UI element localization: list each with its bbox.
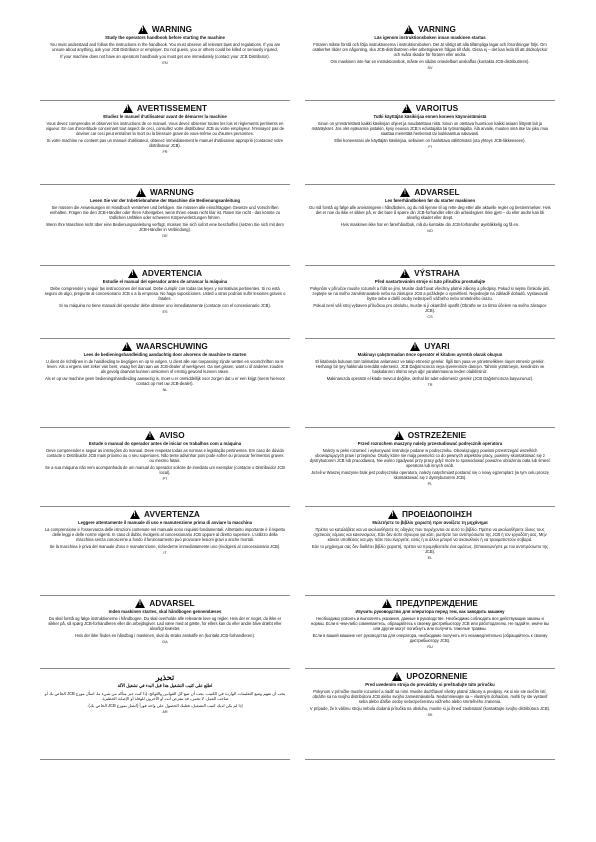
warning-header xyxy=(305,510,555,519)
warning-subtitle: Μελετήστε το βιβλίο χειριστή πριν ανοίξετε τη μηχάνημα xyxy=(372,520,488,525)
warning-paragraph: U dient de richtlijnen in de handleiding te begrijpen en op te volgen. U dient alle van toepassing zijnde wetten en voorschriften na te leven. Als u ergens niet zeker van bent, vraag het dan aan uw JCB-dealer of werkgever. Ga niet gissen, want u of anderen zouden als gevolg daarvan kunnen omkomen of ernstig gewond kunnen raken. xyxy=(46,359,284,374)
warning-triangle-icon xyxy=(388,510,398,519)
warning-block xyxy=(40,507,290,596)
language-code: TR xyxy=(427,383,433,387)
warning-header xyxy=(40,342,290,351)
warning-subtitle: Leggere attentamente il manuale di uso e manutenzione prima di avviare la macchina xyxy=(77,520,253,525)
warning-paragraph: El kitabında bulunan tüm talimatları anlamanız ve takip etmeniz gerekir. İlgili tüm yasa ve yönetmeliklere riayet etmeniz gerekir. Herhangi bir şey hakkında tereddüt ederseniz, JCB Dağıtımcınıza veya işvereninize danışın. Tahmin yürütmeyin, kendinizin ve başkalarının ölümü veya ağır yaralanmasına neden olabilirsiniz. xyxy=(315,359,545,374)
warning-block xyxy=(305,266,555,339)
warning-block xyxy=(40,428,290,507)
warning-triangle-icon xyxy=(135,599,145,608)
warning-paragraph: Pokud není váš stroj vybaven příručkou pro obsluhu, musíte si ji okamžitě opatřit (Obraťte se za tímto účelem na svého zástupce JCB). xyxy=(313,303,547,313)
warning-triangle-icon xyxy=(394,431,404,440)
language-code: DE xyxy=(162,234,168,238)
language-code: FI xyxy=(428,145,432,149)
warning-title: ADVERTENCIA xyxy=(141,269,203,278)
warning-block xyxy=(40,596,290,669)
warning-block xyxy=(40,185,290,266)
language-code: FR xyxy=(162,150,168,154)
warning-paragraph: Vous devez comprendre et observer les instructions de ce manuel. Vous devez observer toutes les lois et règlements pertinents en vigueur. En cas d'incertitude concernant tout aspect de ceci, consultez votre distributeur JCB ou votre employeur. N'essayez pas de deviner car ceci peut entraîner la mort ou la blessure grave de vous-même ou d'autres personnes. xyxy=(45,121,285,136)
warning-paragraph: Wenn Ihre Maschine nicht über eine Bedienungsanleitung verfügt, müssen Sie sich sofort eine beschaffen (setzen Sie sich mit dem JCB-Händler in Verbindung). xyxy=(46,222,284,232)
warning-block xyxy=(305,22,555,101)
warning-title: AVISO xyxy=(159,431,185,440)
warning-header xyxy=(305,599,555,608)
warning-block xyxy=(40,669,290,760)
warning-subtitle: Изучить руководство для оператора перед тем, как заводить машину xyxy=(355,609,505,614)
warning-title: VÝSTRAHA xyxy=(414,269,460,278)
warning-header xyxy=(305,104,555,113)
warning-title: VAROITUS xyxy=(415,104,459,113)
warning-subtitle: Przed rozruchem maszyny należy przestudiować podręcznik operatora xyxy=(357,441,503,446)
warning-triangle-icon xyxy=(136,188,146,197)
warning-block xyxy=(40,101,290,185)
warning-subtitle: Pred uvedením stroja do prevádzky si preštudujte túto príručku xyxy=(365,682,495,687)
warning-paragraph: Если в вашей машине нет руководства для оператора, необходимо получить его незамедлительно (обращайтесь к своему дистрибьютору JCB). xyxy=(312,633,548,643)
warning-header xyxy=(305,188,555,197)
warning-title: تحذير xyxy=(155,673,175,682)
warning-header xyxy=(40,269,290,278)
warning-triangle-icon xyxy=(382,599,392,608)
warning-triangle-icon xyxy=(145,431,155,440)
warning-paragraph: Hvis maskinen ikke har en førerhåndbok, må du kontakte din JCB-forhandler øyeblikkelig og få en. xyxy=(340,222,520,227)
warning-subtitle: Inden maskinen startes, skal håndbogen gennemlæses xyxy=(108,609,222,614)
warning-paragraph: You must understand and follow the instructions in the handbook. You must observe all relevant laws and regulations. If you are unsure about anything, ask your JCB Distributor or employer. Do not guess, you or others could be killed or seriously injured. xyxy=(49,42,281,52)
warning-paragraph: La comprensione e l'osservanza delle istruzioni contenute nel manuale sono requisiti fondamentali. Altrettanto importante è il rispetto delle leggi e delle norme vigenti. In caso di dubbi, rivolgersi al concessionario JCB oppure al diretto superiore. L'utilizzo della macchina senza conoscerne a fondo il funzionamento può provocare lesioni gravi o anche mortali. xyxy=(44,527,286,542)
warning-paragraph: Se la macchina è priva del manuale d'uso e manutenzione, richiederne immediatamente uno (rivolgersi al concessionario JCB). xyxy=(49,544,281,549)
warning-paragraph: Jeżeli w Waszej maszynie brak jest podręcznika operatora, należy natychmiast postarać się o nowy egzemplarz (w tym celu proszę skontaktować się z dystrybutorem JCB). xyxy=(311,470,549,480)
warning-block xyxy=(305,507,555,596)
language-code: NO xyxy=(427,229,433,233)
warning-title: ПРЕДУПРЕЖДЕНИЕ xyxy=(396,599,478,608)
warning-triangle-icon xyxy=(400,188,410,197)
left-column xyxy=(40,22,290,760)
right-column xyxy=(305,22,555,760)
warning-title: WARNING xyxy=(151,25,193,34)
language-code: ES xyxy=(162,310,168,314)
warning-title: ΠΡΟΕΙΔΟΠΟΙΗΣΗ xyxy=(401,510,473,519)
warning-paragraph: Se a sua máquina não vem acompanhada de um manual do operador solicite de imediato um exemplar (contacte o Distribuidor JCB local). xyxy=(44,465,286,475)
warning-block xyxy=(40,339,290,428)
warning-paragraph: Sinun on ymmärrettävä kaikki käsikirjan ohjeet ja noudatettava niitä. Sinun on otettava huomioon kaikki asiaan liittyvät lait ja määräykset. Jos olet epävarma jostakin, kysy neuvoa JCB:n edustajalta tai työnantajalta. Älä arvaile, muuten sinä itse tai joku muu saattaa menettää henkensä tai loukkaantua vakavasti. xyxy=(311,121,549,136)
warning-paragraph: Deve compreender e seguir as instruções do manual. Deve respeitar todas as normas e legislação pertinentes. Em caso de dúvida contacte o Distribuidor JCB mais próximo ou o seu superiores. Não tente adivinhar pois pode sofrer ou provocar ferimentos graves ou mesmo fatais. xyxy=(46,448,284,463)
warning-paragraph: Необходимо усвоить и выполнять указания, данные в руководстве. Необходимо соблюдать все действующие законы и нормы. Если в чем-либо сомневаетесь, обращайтесь к своему дистрибьютору JCB или работодателю. Не гадайте, иначе вы или другие могут погибнуть или получить тяжелые травмы. xyxy=(310,616,550,631)
warning-triangle-icon xyxy=(128,269,138,278)
warning-subtitle: Study the operators handbook before starting the machine xyxy=(105,35,225,40)
language-code: RU xyxy=(427,645,433,649)
warning-triangle-icon xyxy=(402,104,412,113)
warning-triangle-icon xyxy=(123,104,133,113)
warning-header xyxy=(40,599,290,608)
warning-subtitle: Makinayı çalıştırmadan önce operatör el kitabını ayrıntılı olarak okuyun xyxy=(357,352,503,357)
language-code: IT xyxy=(163,551,167,555)
warning-title: AVERTISSEMENT xyxy=(136,104,208,113)
warning-triangle-icon xyxy=(400,269,410,278)
language-code: DA xyxy=(162,640,168,644)
warning-paragraph: إذا لم يكن لديك كتيب التشغيل، فعليك الحصول على واحد فوراً (اتصل بموزع JCB الخاص بك). xyxy=(87,703,243,708)
warning-paragraph: Om maskinen inte har en instruktionsbok, måste en sådan omedelbart anskaffas (kontakta JCB-distributören). xyxy=(330,59,530,64)
warning-block xyxy=(305,185,555,266)
warning-header xyxy=(305,672,555,681)
warning-header xyxy=(40,672,290,682)
warning-header xyxy=(40,104,290,113)
warning-header xyxy=(305,431,555,440)
warning-triangle-icon xyxy=(130,510,140,519)
warning-paragraph: Si su máquina no tiene manual del operador debe obtener uno inmediatamente (contacte con el concesionario JCB). xyxy=(59,303,271,308)
warning-triangle-icon xyxy=(392,672,402,681)
warning-title: WAARSCHUWING xyxy=(136,342,208,351)
language-code: PT xyxy=(162,477,168,481)
warning-paragraph: يجب أن تفهم وتتبع التعليمات الواردة في الكتيب. يجب أن تتبع كل القوانين واللوائح. إذا كنت غير متأكد من شيء ما، اسأل موزع JCB الخاص بك أو صاحب العمل. لا تخمن، قد تتعرض أنت أو الآخرون للوفاة أو الإصابة الخطيرة. xyxy=(44,691,286,701)
language-code: PL xyxy=(427,482,433,486)
warning-paragraph: Du skal forstå og følge instruktionerne i håndbogen. Du skal overholde alle relevante love og regler. Hvis der er noget, du ikke er sikker på, så spørg JCB-forhandleren eller din arbejdsgiver. Lad være med at gætte, for ellers kan du eller andre blive dræbt eller alvorligt kvæstet. xyxy=(48,616,282,631)
warning-paragraph: Als er op uw machine geen bedieningshandleiding aanwezig is, moet u er onmiddellijk voor zorgen dat u er een krijgt (neem hiervoor contact op met uw JCB-dealer). xyxy=(44,376,286,386)
language-code: EL xyxy=(427,556,433,560)
warning-triangle-icon xyxy=(138,25,148,34)
warning-subtitle: Před nastartováním stroje si tuto příručku prostudujte xyxy=(374,279,486,284)
warning-paragraph: V prípade, že k vášmu stroju nebola dodaná príručka na obsluhu, musíte si ju ihneď zaobstarať (kontaktujte svojho distribútora JCB). xyxy=(309,706,551,711)
warning-subtitle: Lees de bedieningshandleiding aandachtig door alvorens de machine te starten xyxy=(83,352,247,357)
warning-paragraph: Pokynům v příručce musíte rozumět a řídit se jimi. Musíte dodržovat všechny platné zákony a předpisy. Pokud si nejste čímkoliv jisti, zeptejte se na svého zaměstnavatele nebo na zástupce JCB a požádejte o vysvětlení. Nejednejte na základě dohadů. Vystavovali byste sebe a další osoby nebezpečí vážného nebo smrtelného úrazu. xyxy=(310,286,550,301)
warning-paragraph: Du må forstå og følge alle anvisningene i håndboken, og du må kjenne til og rette deg etter alle aktuelle regler og bestemmelser. Hvis det er noe du ikke er sikker på, er det bare å spørre din JCB-forhandler eller din arbeidsgiver. Ikke gjett – du eller andre kan bli alvorlig skadet eller drept. xyxy=(309,205,551,220)
warning-title: UYARI xyxy=(424,342,450,351)
warning-title: UPOZORNENIE xyxy=(406,672,468,681)
warning-header xyxy=(305,25,555,34)
warning-header xyxy=(305,342,555,351)
warning-header xyxy=(40,431,290,440)
warning-subtitle: Estude o manual do operador antes de iniciar os trabalhos com a máquina xyxy=(88,441,242,446)
warning-triangle-icon xyxy=(410,342,420,351)
warning-paragraph: Debe comprender y seguir las instrucciones del manual. Debe cumplir con todas las leyes y normativas pertinentes. Si no está seguro de algo, pregunte al concesionario JCB o a la empresa. No haga suposiciones. Usted u otras podrían sufrir lesiones graves o fatales. xyxy=(44,286,286,301)
warning-title: OSTRZEŻENIE xyxy=(407,431,467,440)
warning-subtitle: Etudiez le manuel d'utilisateur avant de démarrer la machine xyxy=(103,114,227,119)
warning-paragraph: Ellei koneessasi ole käyttäjän käsikirjaa, sellainen on hankittava välittömästi (ota yhteys JCB-liikkeeseen). xyxy=(334,138,526,143)
warning-subtitle: اطلع على كتيب التشغيل هذا قبل البدء في تشغيل الآلة xyxy=(117,683,213,688)
warning-paragraph: If your machine does not have an operators handbook you must get one immediately (contact your JCB Distributor). xyxy=(60,54,270,59)
warning-block xyxy=(305,339,555,428)
warning-paragraph: Πρέπει να καταλάβετε και να ακολουθήσετε τις οδηγίες που περιέχονται σε αυτό το βιβλίο. Πρέπει να ακολουθήσετε όλους τους σχετικούς νόμους και κανονισμούς. Εάν δεν είστε σίγουροι για κάτι, ρωτήστε τον αντιπρόσωπο της JCB ή τον εργοδότη σας. Μην κάνετε υποθέσεις και μην πάτε που ενεργείτε, εσείς ή οι άλλοι μπορεί να σκοτωθούν ή να τραυματιστούν σοβαρά. xyxy=(313,527,547,542)
language-code: SV xyxy=(427,66,433,70)
warning-paragraph: Εάν το μηχάνημα σας δεν διαθέτει βιβλίο χειριστή, πρέπει να προμηθευτείτε ένα αμέσως. (Επικοινωνήστε με τον αντιπρόσωπο της JCB). xyxy=(311,544,549,554)
warning-block xyxy=(40,266,290,339)
warning-triangle-icon xyxy=(122,342,132,351)
warning-subtitle: Lesen Sie vor der Inbetriebnahme der Maschine die Bedienungsanleitung xyxy=(90,198,240,203)
warning-title: ADVARSEL xyxy=(149,599,195,608)
language-code: EN xyxy=(162,61,168,65)
language-code: AR xyxy=(162,710,168,714)
warning-triangle-icon xyxy=(404,25,414,34)
warning-header xyxy=(40,25,290,34)
warning-subtitle: Les førerhåndboken før du starter maskinen xyxy=(384,198,476,203)
warning-header xyxy=(305,269,555,278)
warning-block xyxy=(40,22,290,101)
warning-title: ADVARSEL xyxy=(414,188,460,197)
warning-subtitle: Tutki käyttäjän käsikirjaa ennen koneen käynnistämistä xyxy=(373,114,487,119)
warning-paragraph: Należy w pełni rozumieć i wykonywać instrukcje podane w podręczniku. Obowiązujący powinni przestrzegać wszelkich obowiązujących praw i przepisów. Osoby które nie mają pewności co do pewnych aspektów pracy, powinny skontaktować się z dystrybutorem JCB lub pracodawcą. Nie wolno zgadywać przy pracy gdyż może to spowodować poważne obrażenia ciała lub śmierć operatora lub innych osób. xyxy=(309,448,551,468)
warning-header xyxy=(40,188,290,197)
warning-paragraph: Si votre machine ne contient pas un manuel d'utilisateur, obtenez immédiatement le manuel d'utilisateur approprié (contactez votre distributeur JCB). xyxy=(46,138,284,148)
warning-paragraph: Föraren måste förstå och följa instruktionerna i instruktionsboken. Det är viktigt att alla tillämpliga lagar och förordningar följs. Om osäkerhet råder om någonting, ska JCB-distributören eller arbetsgivaren frågas till råds. Gissa ej – det kan leda till att dödsolyckor och svåra skador för föraren eller andra. xyxy=(312,42,548,57)
warning-block xyxy=(305,669,555,760)
warning-header xyxy=(40,510,290,519)
warning-paragraph: Sie müssen die Anweisungen im Handbuch verstehen und befolgen. Sie müssen alle einschlägigen Gesetze und Vorschriften einhalten. Fragen Sie den JCB-Händler oder Ihren Arbeitgeber, wenn Ihnen etwas nicht klar ist. Raten Sie nicht - das könnte zu tödlichen Unfällen oder schweren Körperverletzungen führen. xyxy=(49,205,281,220)
warning-paragraph: Hvis der ikke findes en håndbog i maskinen, skal du straks anskaffe en (kontakt JCB-forhandleren). xyxy=(75,633,255,638)
warning-title: AVVERTENZA xyxy=(144,510,200,519)
warning-paragraph: Makinanızda operatör el kitabı mevcut değilse, derhal bir adet edinmeniz gerekir (JCB Dağıtımcınıza başvurunuz). xyxy=(326,376,534,381)
language-code: CS xyxy=(427,315,433,319)
warning-title: VARNING xyxy=(418,25,456,34)
warning-title: WARNUNG xyxy=(150,188,194,197)
warning-paragraph: Pokynom v príručke musíte rozumieť a riadiť sa nimi. Musíte dodržiavať všetky platné zákony a predpisy. Ak si nie ste niečím istí, obráťte sa na svojho distribútora JCB alebo svojho zamestnávateľa. Nedomnievajte sa – vlastným dohadom, mohli by ste vystaviť seba alebo ďalšie osoby nebezpečenstvu vážneho alebo smrteľného zranenia. xyxy=(312,689,548,704)
warning-block xyxy=(305,101,555,185)
warning-block xyxy=(305,596,555,669)
language-code: NL xyxy=(162,388,168,392)
warning-block xyxy=(305,428,555,507)
warning-subtitle: Estudie el manual del operador antes de arrancar la máquina xyxy=(102,279,228,284)
language-code: SK xyxy=(427,713,433,717)
warning-subtitle: Läs igenom instruktionsboken innan maskinen startas xyxy=(374,35,486,40)
